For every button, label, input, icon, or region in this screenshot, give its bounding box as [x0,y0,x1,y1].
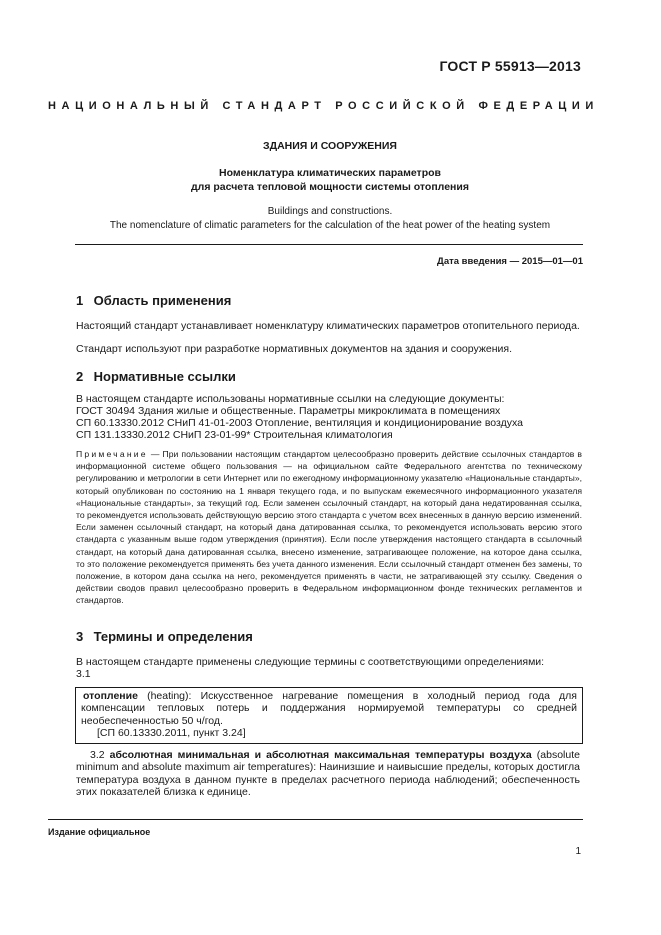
section-1-number: 1 [76,293,84,308]
section-1-title: Область применения [93,293,232,308]
document-title: ЗДАНИЯ И СООРУЖЕНИЯ [263,140,397,152]
section-1-paragraph-1: Настоящий стандарт устанавливает номенклатуру климатических параметров отопительного периода. [76,320,580,332]
reference-item: ГОСТ 30494 Здания жилые и общественные. Параметры микроклимата в помещениях [76,405,501,417]
section-3-heading [76,629,253,644]
section-2-number: 2 [76,369,84,384]
section-2-note [76,448,582,607]
title-divider [75,244,583,245]
gost-code: ГОСТ Р 55913—2013 [439,58,581,74]
document-subtitle [60,166,600,194]
section-2-heading [76,369,236,384]
term-3-2: абсолютная минимальная и абсолютная максимальная температуры воздуха [109,749,532,761]
section-2-intro: В настоящем стандарте использованы нормативные ссылки на следующие документы: [76,393,505,405]
subtitle-line-2: для расчета тепловой мощности системы отопления [191,181,469,193]
page-number: 1 [575,846,581,857]
note-label: Примечание [76,449,148,459]
item-3-1-number: 3.1 [76,668,91,680]
official-edition-label: Издание официальное [48,827,151,837]
section-3-title: Термины и определения [93,629,253,644]
english-title [60,205,600,232]
english-title-line-2: The nomenclature of climatic parameters for the calculation of the heat power of the heating system [109,219,551,231]
section-2-title: Нормативные ссылки [93,369,236,384]
term-3-1: отопление [83,690,138,702]
section-3-intro: В настоящем стандарте применены следующие термины с соответствующими определениями: [76,656,545,668]
footer-divider [48,819,583,820]
section-1-paragraph-2: Стандарт используют при разработке нормативных документов на здания и сооружения. [76,343,512,355]
definition-3-1-text: Искусственное нагревание помещения в холодный период года для компенсации тепловых потерь и поддержания нормируемой температуры со средней необеспеченностью 50 ч/год. [81,690,577,727]
reference-item: СП 131.13330.2012 СНиП 23-01-99* Строительная климатология [76,429,393,441]
national-standard-banner: НАЦИОНАЛЬНЫЙ СТАНДАРТ РОССИЙСКОЙ ФЕДЕРАЦИИ [48,100,599,112]
english-title-line-1: Buildings and constructions. [267,206,393,217]
subtitle-line-1: Номенклатура климатических параметров [219,167,441,179]
definition-3-2 [76,749,580,798]
section-3-number: 3 [76,629,84,644]
section-1-heading [76,293,231,308]
introduction-date: Дата введения — 2015—01—01 [437,256,583,267]
reference-item: СП 60.13330.2012 СНиП 41-01-2003 Отопление, вентиляция и кондиционирование воздуха [76,417,523,429]
definition-3-1-source: [СП 60.13330.2011, пункт 3.24] [97,727,246,739]
note-text: — При пользовании настоящим стандартом целесообразно проверить действие ссылочных стандартов в информационной системе общего пользования — на официальном сайте Федерального агентства по техническому регулированию и метрологии в сети Интернет или по ежегодному информационному указателю «Национальные стандарты», который опубликован по состоянию на 1 января текущего года, и по выпускам ежемесячного информационного указателя «Национальные стандарты», за текущий год. Если заменен ссылочный стандарт, на который дана недатированная ссылка, то рекомендуется использовать действующую версию этого стандарта с учетом всех внесенных в данную версию изменений. Если заменен ссылочный стандарт, на который дана датированная ссылка, то рекомендуется использовать версию этого стандарта с указанным выше годом утверждения (принятия). Если после утверждения настоящего стандарта в ссылочный стандарт, на который дана датированная ссылка, внесено изменение, затрагивающее положение, на которое дана ссылка, то это положение рекомендуется применять без учета данного изменения. Если ссылочный стандарт отменен без замены, то положение, в котором дана ссылка на него, рекомендуется применять в части, не затрагивающей эту ссылку. Сведения о действии сводов правил целесообразно проверить в Федеральном информационном фонде технических регламентов и стандартов. [76,449,582,606]
definition-3-2-text: (absolute minimum and absolute maximum air temperatures): Наинизшие и наивысшие пределы, которых достигла температура воздуха в данном пункте в пределах расчетного периода наблюдений; обеспеченность этих показателей близка к единице. [76,749,580,798]
definition-3-1 [81,690,577,727]
item-3-2-number: 3.2 [90,749,105,761]
term-3-1-english: (heating): [137,690,192,702]
